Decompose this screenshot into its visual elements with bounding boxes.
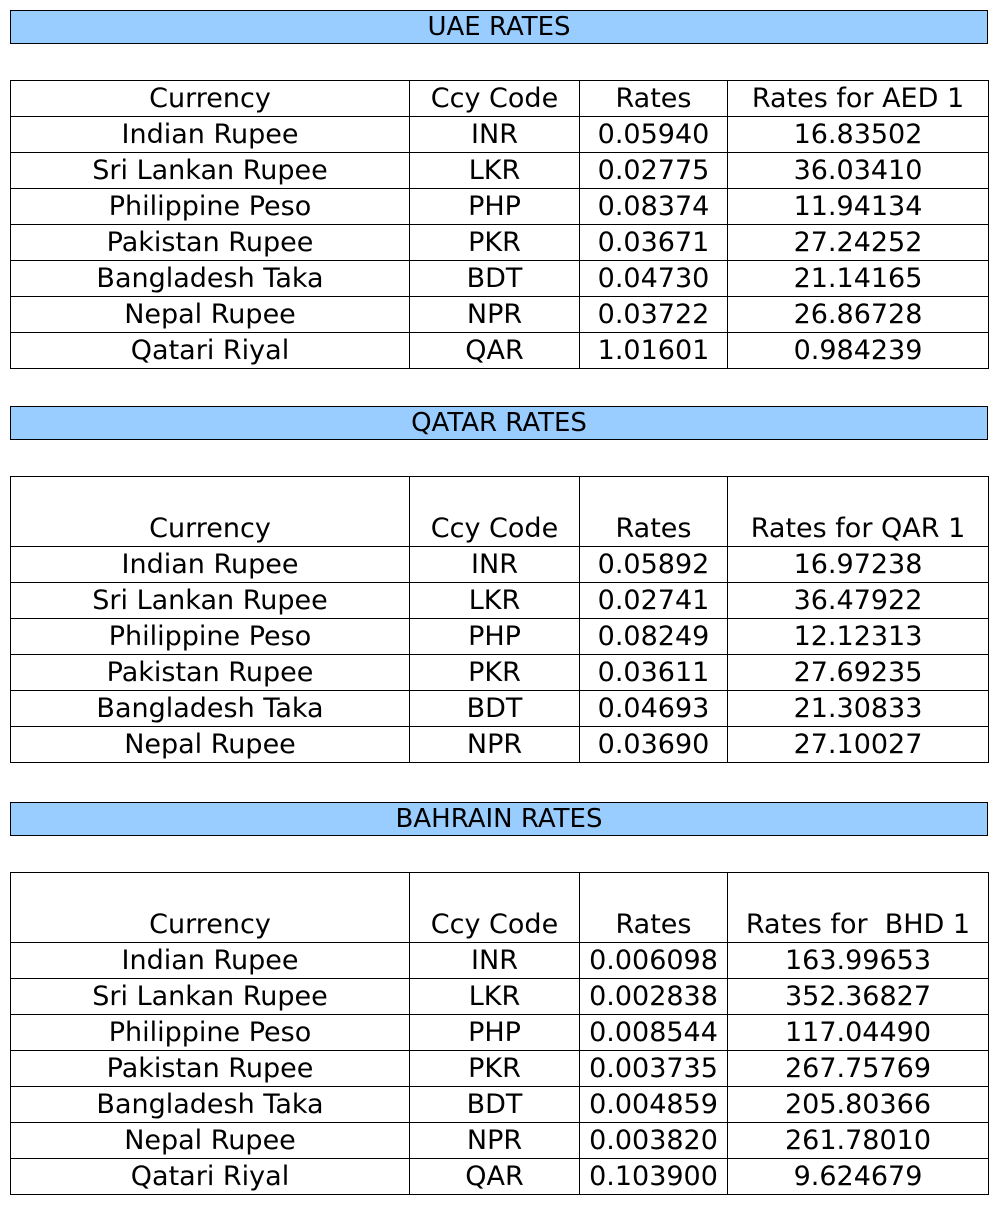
rate-cell: 0.004859	[580, 1087, 728, 1123]
bahrain-section	[10, 802, 988, 1192]
uae-rates-table	[10, 80, 989, 369]
rate-per-unit-cell: 21.30833	[728, 691, 989, 727]
rate-per-unit-cell: 27.10027	[728, 727, 989, 763]
col-header-ccy-code: Ccy Code	[410, 477, 580, 547]
rate-per-unit-cell: 163.99653	[728, 943, 989, 979]
col-header-ccy-code: Ccy Code	[410, 873, 580, 943]
currency-cell: Qatari Riyal	[11, 1159, 410, 1195]
rate-cell: 0.04693	[580, 691, 728, 727]
currency-cell: Pakistan Rupee	[11, 225, 410, 261]
header-row	[11, 81, 989, 117]
currency-cell: Bangladesh Taka	[11, 1087, 410, 1123]
code-cell: PHP	[410, 619, 580, 655]
rate-per-unit-cell: 11.94134	[728, 189, 989, 225]
rate-cell: 1.01601	[580, 333, 728, 369]
rate-per-unit-cell: 21.14165	[728, 261, 989, 297]
col-header-rates: Rates	[580, 873, 728, 943]
rate-per-unit-cell: 352.36827	[728, 979, 989, 1015]
table-row	[11, 1123, 989, 1159]
table-row	[11, 153, 989, 189]
code-cell: NPR	[410, 297, 580, 333]
currency-cell: Nepal Rupee	[11, 727, 410, 763]
rate-cell: 0.003735	[580, 1051, 728, 1087]
rate-cell: 0.03671	[580, 225, 728, 261]
code-cell: INR	[410, 943, 580, 979]
rate-cell: 0.008544	[580, 1015, 728, 1051]
code-cell: LKR	[410, 583, 580, 619]
col-header-rates-for: Rates for BHD 1	[728, 873, 989, 943]
rate-cell: 0.05940	[580, 117, 728, 153]
code-cell: BDT	[410, 691, 580, 727]
currency-cell: Qatari Riyal	[11, 333, 410, 369]
code-cell: QAR	[410, 333, 580, 369]
rate-cell: 0.03611	[580, 655, 728, 691]
rate-per-unit-cell: 267.75769	[728, 1051, 989, 1087]
code-cell: QAR	[410, 1159, 580, 1195]
table-row	[11, 1159, 989, 1195]
table-row	[11, 1087, 989, 1123]
header-row	[11, 477, 989, 547]
rate-cell: 0.08249	[580, 619, 728, 655]
code-cell: LKR	[410, 979, 580, 1015]
rate-cell: 0.002838	[580, 979, 728, 1015]
currency-cell: Bangladesh Taka	[11, 261, 410, 297]
rate-per-unit-cell: 16.83502	[728, 117, 989, 153]
rate-per-unit-cell: 12.12313	[728, 619, 989, 655]
section-title: QATAR RATES	[10, 406, 988, 440]
col-header-rates-for: Rates for AED 1	[728, 81, 989, 117]
currency-cell: Bangladesh Taka	[11, 691, 410, 727]
col-header-currency: Currency	[11, 477, 410, 547]
qatar-rates-table	[10, 476, 989, 763]
table-row	[11, 583, 989, 619]
rate-cell: 0.08374	[580, 189, 728, 225]
table-row	[11, 691, 989, 727]
uae-section	[10, 10, 988, 366]
rate-per-unit-cell: 16.97238	[728, 547, 989, 583]
col-header-ccy-code: Ccy Code	[410, 81, 580, 117]
rate-per-unit-cell: 27.24252	[728, 225, 989, 261]
rate-cell: 0.003820	[580, 1123, 728, 1159]
section-title: BAHRAIN RATES	[10, 802, 988, 836]
bahrain-rates-table	[10, 872, 989, 1195]
rate-cell: 0.03690	[580, 727, 728, 763]
code-cell: INR	[410, 547, 580, 583]
table-row	[11, 979, 989, 1015]
table-row	[11, 727, 989, 763]
currency-cell: Indian Rupee	[11, 943, 410, 979]
col-header-rates: Rates	[580, 477, 728, 547]
rate-per-unit-cell: 36.03410	[728, 153, 989, 189]
code-cell: PKR	[410, 225, 580, 261]
currency-cell: Philippine Peso	[11, 189, 410, 225]
col-header-currency: Currency	[11, 873, 410, 943]
currency-cell: Philippine Peso	[11, 1015, 410, 1051]
rate-per-unit-cell: 9.624679	[728, 1159, 989, 1195]
section-title: UAE RATES	[10, 10, 988, 44]
currency-cell: Pakistan Rupee	[11, 1051, 410, 1087]
rate-cell: 0.03722	[580, 297, 728, 333]
rate-cell: 0.02775	[580, 153, 728, 189]
table-row	[11, 943, 989, 979]
table-row	[11, 1015, 989, 1051]
code-cell: PKR	[410, 1051, 580, 1087]
code-cell: BDT	[410, 1087, 580, 1123]
currency-cell: Indian Rupee	[11, 117, 410, 153]
rate-per-unit-cell: 27.69235	[728, 655, 989, 691]
table-row	[11, 225, 989, 261]
currency-cell: Pakistan Rupee	[11, 655, 410, 691]
rate-per-unit-cell: 26.86728	[728, 297, 989, 333]
rate-cell: 0.006098	[580, 943, 728, 979]
code-cell: PKR	[410, 655, 580, 691]
code-cell: BDT	[410, 261, 580, 297]
rate-cell: 0.05892	[580, 547, 728, 583]
code-cell: PHP	[410, 1015, 580, 1051]
rate-cell: 0.04730	[580, 261, 728, 297]
currency-cell: Indian Rupee	[11, 547, 410, 583]
code-cell: INR	[410, 117, 580, 153]
table-row	[11, 619, 989, 655]
table-row	[11, 261, 989, 297]
currency-cell: Sri Lankan Rupee	[11, 979, 410, 1015]
rate-per-unit-cell: 205.80366	[728, 1087, 989, 1123]
currency-cell: Sri Lankan Rupee	[11, 153, 410, 189]
code-cell: NPR	[410, 1123, 580, 1159]
code-cell: NPR	[410, 727, 580, 763]
rate-cell: 0.02741	[580, 583, 728, 619]
qatar-section	[10, 406, 988, 760]
rate-per-unit-cell: 117.04490	[728, 1015, 989, 1051]
rate-per-unit-cell: 0.984239	[728, 333, 989, 369]
table-row	[11, 655, 989, 691]
col-header-currency: Currency	[11, 81, 410, 117]
table-row	[11, 333, 989, 369]
table-row	[11, 297, 989, 333]
currency-cell: Sri Lankan Rupee	[11, 583, 410, 619]
rate-per-unit-cell: 261.78010	[728, 1123, 989, 1159]
col-header-rates: Rates	[580, 81, 728, 117]
rate-per-unit-cell: 36.47922	[728, 583, 989, 619]
currency-cell: Nepal Rupee	[11, 1123, 410, 1159]
code-cell: LKR	[410, 153, 580, 189]
table-row	[11, 547, 989, 583]
table-row	[11, 1051, 989, 1087]
table-row	[11, 117, 989, 153]
code-cell: PHP	[410, 189, 580, 225]
rate-cell: 0.103900	[580, 1159, 728, 1195]
table-row	[11, 189, 989, 225]
currency-cell: Nepal Rupee	[11, 297, 410, 333]
col-header-rates-for: Rates for QAR 1	[728, 477, 989, 547]
currency-cell: Philippine Peso	[11, 619, 410, 655]
header-row	[11, 873, 989, 943]
